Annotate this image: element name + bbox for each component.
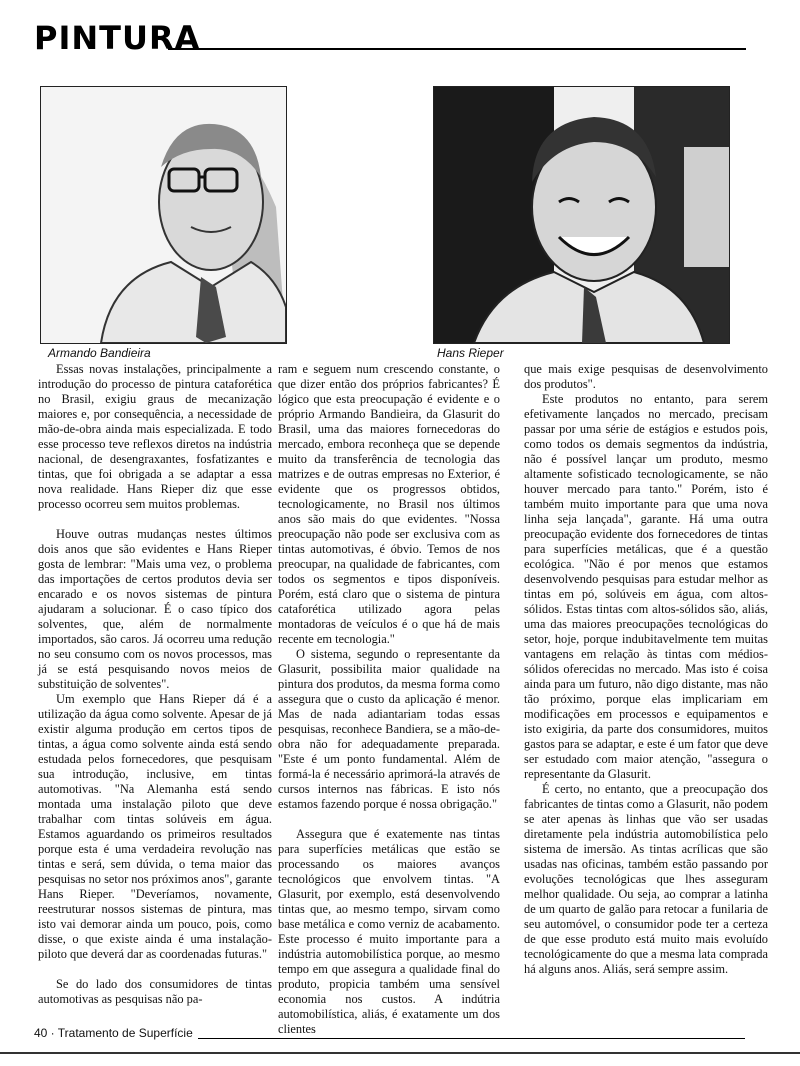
paragraph: Houve outras mudanças nestes últimos dois anos que são evidentes e Hans Rieper gosta de lembrar: "Mais uma vez, o problema das importações de certos produtos devia ser encarado e os novos sistemas de pintura ajudaram a solucionar. É o caso típico dos solventes, que, além de normalmente importados, são caros. Já ocorreu uma redução no seu consumo com os novos processos, mas já se está pesquisando novos meios de substituição de solventes". (38, 527, 272, 691)
paragraph: Assegura que é exatemente nas tintas para superfícies metálicas que estão se processando os maiores avanços tecnológicos que envolvem tintas. "A Glasurit, por exemplo, está desenvolvendo tintas que, ao mesmo tempo, sirvam como base metálica e como verniz de acabamento. Este processo é muito importante para a indústria automobilística porque, ao mesmo tempo em que assegura a qualidade final do produto, propicia também uma sensível economia nos custos. A indútria automobilística, aliás, é exatamente um dos clientes (278, 827, 500, 1036)
footer-rule (198, 1038, 745, 1039)
page-footer-label: 40 · Tratamento de Superfície (34, 1026, 193, 1040)
paragraph: Essas novas instalações, principalmente a introdução do processo de pintura cataforética no Brasil, exigiu graus de mecanização maiores e, por consequência, a necessidade de mão-de-obra ainda mais especializada. E todo esse processo teve reflexos diretos na indústria nacional, de desengraxantes, fosfatizantes e tintas, que foi obrigada a se adaptar a essa nova realidade. Hans Rieper diz que esse processo ocorreu sem muitos problemas. (38, 362, 272, 511)
paragraph: Um exemplo que Hans Rieper dá é a utilização da água como solvente. Apesar de já existir alguma produção em certos tipos de tintas, a água como solvente ainda está sendo estudada pelos fornecedores, que pesquisam sua introdução, inclusive, em tintas automotivas. "Na Alemanha está sendo montada uma instalação piloto que deve trabalhar com tintas solúveis em água. Estamos aguardando os primeiros resultados porque esta é uma verdadeira revolução nas tintas e será, sem dúvida, o tema maior das pesquisas no setor nos próximos anos", garante Hans Rieper. "Deveríamos, novamente, reestruturar nossos sistemas de pintura, mas isto vai demorar ainda um pouco, pois, como disse, o que existe ainda é uma instalação-piloto que deverá dar as coordenadas futuras." (38, 692, 272, 961)
photo-caption-right: Hans Rieper (437, 346, 504, 360)
portrait-photo-left (40, 86, 287, 344)
article-column-3 (524, 362, 768, 977)
paragraph: O sistema, segundo o representante da Glasurit, possibilita maior qualidade na pintura dos produtos, da mesma forma como assegura que o custo da aplicação é menor. Mas de nada adiantariam todas essas pesquisas, reconhece Bandiera, se a mão-de-obra não for adequadamente preparada. "Este é um ponto fundamental. Além de formá-la é necessário aprimorá-la através de cursos internos nas fábricas. E isto nós estamos fazendo porque é nossa obrigação." (278, 647, 500, 811)
portrait-photo-right (433, 86, 730, 344)
title-rule (168, 48, 746, 50)
paragraph: Este produtos no entanto, para serem efetivamente lançados no mercado, precisam passar por uma série de estágios e estudos pois, como todos os demais segmentos da indústria, não é possível lançar um produto, mesmo altamente sofisticado tecnologicamente, se não houver mercado para tanto." Porém, isto é também muito importante para que uma nova linha seja lançada", garante. Há uma outra preocupação evidente dos fornecedores de tintas para superfícies metálicas, que é a questão ecológica. "Não é por menos que estamos desenvolvendo pesquisas para estudar melhor as tintas em pó, solúveis em água, com altos-sólidos. Estas tintas com altos-sólidos são, aliás, uma das maiores preocupações tecnológicas do setor, hoje, porque indubitavelmente tem muitas vantagens em relação às tintas com médios-sólidos oferecidas no mercado. Mas isto é coisa ainda para um futuro, não digo distante, mas não tão próximo, porque elas implicariam em modificações em processos e equipamentos e isto exigiria, da parte dos consumidores, muitos gastos para se adaptar, e este é um fator que deve ser estudado com maior atenção, "assegura o representante da Glasurit. (524, 392, 768, 781)
paragraph: É certo, no entanto, que a preocupação dos fabricantes de tintas como a Glasurit, não podem se ater apenas às linhas que vão ser usadas diretamente pela indústria automobilística pelo sistema de imersão. As tintas acrílicas que são usadas nas oficinas, também estão passando por evoluções tecnológicas que lhes asseguram melhor qualidade. Ou seja, ao comprar a latinha de um quarto de galão para retocar a funilaria de seu automóvel, o consumidor pode ter a certeza de que esse produto está muito mais evoluído tecnológicamente do que a mesma lata comprada há alguns anos. Aliás, será sempre assim. (524, 782, 768, 976)
paragraph: Se do lado dos consumidores de tintas automotivas as pesquisas não pa- (38, 977, 272, 1006)
section-title: PINTURA (34, 19, 201, 57)
photo-caption-left: Armando Bandieira (48, 346, 151, 360)
article-column-2 (278, 362, 500, 1037)
page-edge-line (0, 1052, 800, 1054)
paragraph: ram e seguem num crescendo constante, o que dizer então dos próprios fabricantes? É lógico que esta preocupação é evidente e o próprio Armando Bandieira, da Glasurit do Brasil, uma das maiores fornecedoras do mercado, embora reconheça que se depende muito da transferência de tecnologia das matrizes e de outras empresas no Exterior, é evidente que os progressos obtidos, tecnologicamente, no Brasil nos últimos anos são mais do que evidentes. "Nossa preocupação não pode ser exclusiva com as tintas automotivas, é óbvio. Temos de nos preocupar, na qualidade de fabricantes, com todos os segmentos e tipos disponíveis. Porém, está claro que o sistema de pintura cataforética utilizado agora pelas montadoras de veículos é o que há de mais recente em tecnologia." (278, 362, 500, 646)
paragraph: que mais exige pesquisas de desenvolvimento dos produtos". (524, 362, 768, 391)
article-column-1 (38, 362, 272, 1007)
